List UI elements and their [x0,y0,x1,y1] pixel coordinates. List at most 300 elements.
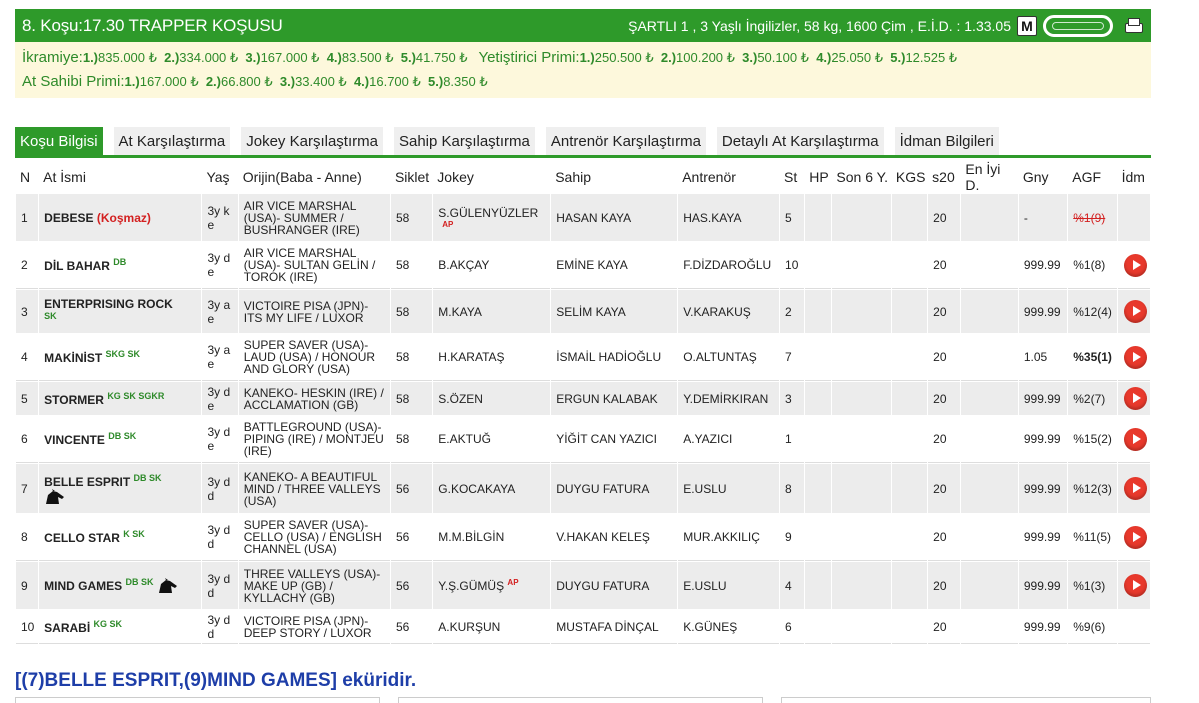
trainer-name[interactable]: F.DİZDAROĞLU [678,242,779,289]
horse-cell[interactable] [39,416,201,463]
jockey-cell[interactable] [433,242,550,289]
ekuri-horses: [(7)BELLE ESPRIT,(9)MIND GAMES] [15,670,337,691]
column-header: Gny [1019,161,1067,193]
s20-value: 20 [928,242,960,289]
start-position: 4 [780,562,804,609]
best-degree [961,382,1017,415]
horse-cell[interactable] [39,290,201,333]
kgs-value [892,290,927,333]
prize-box [15,42,1151,98]
horse-name[interactable]: ENTERPRISING ROCK [44,296,173,311]
agf-cell [1068,382,1116,415]
race-conditions: ŞARTLI 1 , 3 Yaşlı İngilizler, 58 kg, 1600 Çim , E.İ.D. : 1.33.05 [628,17,1011,34]
play-video-icon[interactable] [1124,428,1147,451]
tab-0[interactable]: Koşu Bilgisi [15,127,103,155]
prize-amount: 12.525 ₺ [905,50,958,65]
horse-age: 3y d e [202,242,237,289]
trainer-name[interactable]: E.USLU [678,464,779,513]
track-shape-icon[interactable] [1043,15,1113,37]
agf-cell [1068,610,1116,644]
horse-weight: 56 [391,562,432,609]
horse-silhouette-icon [44,489,66,505]
jockey-cell[interactable] [433,290,550,333]
horse-age: 3y d e [202,382,237,415]
runner-number: 8 [16,514,38,561]
table-row[interactable] [16,464,1150,513]
s20-value: 20 [928,610,960,644]
column-header: En İyi D. [961,161,1017,193]
ikramiye-list [83,50,475,65]
runner-number: 9 [16,562,38,609]
horse-name[interactable]: SARABİ [44,620,91,635]
trainer-name[interactable]: HAS.KAYA [678,194,779,241]
owner-name[interactable]: ERGUN KALABAK [551,382,677,415]
training-cell [1118,416,1150,463]
horse-cell[interactable] [39,464,201,513]
handicap-points [805,290,831,333]
column-header: Sahip [551,161,677,193]
horse-silhouette-icon [157,578,179,594]
jockey-name[interactable]: Y.Ş.GÜMÜŞ [438,579,505,593]
column-header: N [16,161,38,193]
trainer-name[interactable]: A.YAZICI [678,416,779,463]
jockey-name[interactable]: S.ÖZEN [438,391,483,406]
atsahibi-label: At Sahibi Primi: [22,73,125,90]
agf-value: %2(7) [1073,391,1106,406]
owner-name[interactable]: DUYGU FATURA [551,464,677,513]
agf-value: %1(9) [1073,210,1106,225]
kgs-value [892,610,927,644]
runner-number: 5 [16,382,38,415]
prize-amount: 8.350 ₺ [443,74,488,89]
start-position: 1 [780,416,804,463]
runner-number: 1 [16,194,38,241]
horse-name[interactable]: VINCENTE [44,433,105,447]
horse-origin: BATTLEGROUND (USA)- PIPING (IRE) / MONTJEU (IRE) [239,416,390,463]
best-degree [961,562,1017,609]
prize-place: 5.) [400,50,416,65]
equipment-badges: SK [44,310,57,321]
equipment-badges: KG SK SGKR [107,390,165,401]
best-degree [961,610,1017,644]
atsahibi-list [125,74,495,89]
kgs-value [892,514,927,561]
prize-amount: 250.500 ₺ [594,50,654,65]
trainer-name[interactable]: O.ALTUNTAŞ [678,334,779,381]
play-video-icon[interactable] [1124,477,1147,500]
gny-value: 999.99 [1019,416,1067,463]
prize-place: 1.) [82,50,99,65]
column-header: Son 6 Y. [832,161,890,193]
kgs-value [892,334,927,381]
last-six-races [832,290,890,333]
prize-amount: 334.000 ₺ [179,50,239,65]
column-header: s20 [928,161,960,193]
start-position: 7 [780,334,804,381]
jockey-cell[interactable] [433,382,550,415]
jockey-cell[interactable] [433,464,550,513]
equipment-badges: SKG SK [105,349,141,359]
gny-value: 999.99 [1019,290,1067,333]
start-position: 5 [780,194,804,241]
table-row[interactable] [16,334,1150,381]
horse-cell[interactable] [39,514,201,561]
horse-weight: 58 [391,194,432,241]
agf-value: %1(8) [1073,258,1106,272]
agf-cell [1068,290,1116,333]
trainer-name[interactable]: E.USLU [678,562,779,609]
horse-origin: AIR VICE MARSHAL (USA)- SULTAN GELİN / TOROK (IRE) [239,242,390,289]
printer-icon[interactable] [1123,17,1143,35]
ekuri-note [15,670,416,692]
last-six-races [832,464,890,513]
prize-place: 4.) [816,50,832,65]
agf-cell [1068,242,1116,289]
owner-name[interactable]: İSMAİL HADİOĞLU [551,334,677,381]
prize-amount: 100.200 ₺ [676,50,735,65]
prize-place: 3.) [245,50,261,65]
prize-amount: 835.000 ₺ [98,50,157,65]
horse-origin: VICTOIRE PISA (JPN)- DEEP STORY / LUXOR [239,610,390,644]
agf-cell [1068,194,1116,241]
play-video-icon[interactable] [1124,526,1147,549]
prize-place: 5.) [428,74,444,89]
training-cell [1118,242,1150,289]
prize-row-atsahibi [22,70,1144,94]
horse-origin: KANEKO- HESKIN (IRE) / ACCLAMATION (GB) [239,382,390,415]
agf-cell [1068,334,1116,381]
runner-number: 10 [16,610,38,644]
header-icons [1017,15,1143,37]
agf-value: %15(2) [1073,432,1112,446]
horse-name[interactable]: MIND GAMES [44,578,123,593]
last-six-races [832,610,890,644]
equipment-badges: DB [113,257,127,267]
horse-origin: SUPER SAVER (USA)- CELLO (USA) / ENGLISH CHANNEL (USA) [239,514,390,561]
jockey-cell[interactable] [433,416,550,463]
owner-name[interactable]: YİĞİT CAN YAZICI [551,416,677,463]
owner-name[interactable]: SELİM KAYA [551,290,677,333]
horse-cell[interactable] [39,242,201,289]
runner-number: 3 [16,290,38,333]
best-degree [961,194,1017,241]
handicap-points [805,416,831,463]
column-header: HP [805,161,831,193]
horse-origin: SUPER SAVER (USA)- LAUD (USA) / HONOUR AND GLORY (USA) [239,334,390,381]
handicap-points [805,242,831,289]
jockey-cell[interactable] [433,334,550,381]
kgs-value [892,562,927,609]
horse-age: 3y k e [202,194,237,241]
agf-value: %1(3) [1073,578,1106,593]
horse-weight: 56 [391,610,432,644]
bottom-panel [15,697,380,703]
horse-cell[interactable] [39,194,201,241]
table-row[interactable] [16,610,1150,644]
gny-value: 999.99 [1019,382,1067,415]
agf-value: %11(5) [1073,530,1112,544]
best-degree [961,514,1017,561]
training-cell [1118,334,1150,381]
jockey-name[interactable]: H.KARATAŞ [438,350,505,364]
table-row[interactable] [16,290,1150,333]
s20-value: 20 [928,514,960,561]
best-degree [961,334,1017,381]
best-degree [961,416,1017,463]
table-row[interactable] [16,382,1150,415]
table-row[interactable] [16,514,1150,561]
prize-place: 3.) [279,74,296,89]
start-position: 9 [780,514,804,561]
equipment-badges: DB SK [125,576,154,587]
horse-name[interactable]: MAKİNİST [44,351,103,365]
prize-place: 3.) [742,50,758,65]
runner-number: 4 [16,334,38,381]
tab-2[interactable]: Jokey Karşılaştırma [241,127,383,155]
prize-amount: 16.700 ₺ [369,74,421,89]
runner-number: 7 [16,464,38,513]
horse-origin: THREE VALLEYS (USA)- MAKE UP (GB) / KYLLACHY (GB) [239,562,390,609]
s20-value: 20 [928,562,960,609]
agf-cell [1068,514,1116,561]
horse-cell[interactable] [39,562,201,609]
owner-name[interactable]: DUYGU FATURA [551,562,677,609]
horse-weight: 56 [391,464,432,513]
prize-amount: 41.750 ₺ [415,50,468,65]
kgs-value [892,382,927,415]
yetistirici-label: Yetiştirici Primi: [478,49,580,66]
start-position: 2 [780,290,804,333]
jockey-name[interactable]: M.KAYA [438,304,482,319]
horse-weight: 58 [391,382,432,415]
column-header: KGS [892,161,927,193]
agf-cell [1068,562,1116,609]
apprentice-badge: AP [507,578,519,587]
prize-amount: 66.800 ₺ [221,74,273,89]
jockey-name[interactable]: A.KURŞUN [438,619,501,634]
runner-number: 2 [16,242,38,289]
prize-place: 4.) [326,50,342,65]
column-header: At İsmi [39,161,201,193]
kgs-value [892,416,927,463]
yetistirici-list [580,50,965,65]
play-video-icon[interactable] [1124,387,1147,410]
table-row[interactable] [16,194,1150,241]
jockey-name[interactable]: E.AKTUĞ [438,432,491,446]
trainer-name[interactable]: Y.DEMİRKIRAN [678,382,779,415]
horse-cell[interactable] [39,382,201,415]
column-header: Siklet [391,161,432,193]
tab-3[interactable]: Sahip Karşılaştırma [394,127,535,155]
gny-value: 999.99 [1019,464,1067,513]
last-six-races [832,514,890,561]
m-badge-icon[interactable]: M [1017,16,1037,36]
tab-1[interactable]: At Karşılaştırma [114,127,231,155]
horse-cell[interactable] [39,334,201,381]
horse-weight: 58 [391,416,432,463]
s20-value: 20 [928,464,960,513]
tab-4[interactable]: Antrenör Karşılaştırma [546,127,706,155]
horse-age: 3y a e [202,290,237,333]
horse-name[interactable]: CELLO STAR [44,531,120,545]
handicap-points [805,194,831,241]
prize-amount: 25.050 ₺ [831,50,884,65]
s20-value: 20 [928,382,960,415]
prize-amount: 167.000 ₺ [260,50,320,65]
prize-place: 2.) [205,74,221,89]
gny-value: 999.99 [1019,242,1067,289]
bottom-panel [781,697,1151,703]
gny-value: 999.99 [1019,514,1067,561]
jockey-cell[interactable] [433,610,550,644]
handicap-points [805,562,831,609]
equipment-badges: DB SK [133,472,162,483]
training-cell [1118,464,1150,513]
last-six-races [832,242,890,289]
jockey-cell[interactable] [433,514,550,561]
play-video-icon[interactable] [1124,346,1147,369]
play-video-icon[interactable] [1124,254,1147,277]
start-position: 6 [780,610,804,644]
handicap-points [805,382,831,415]
jockey-cell[interactable] [433,562,550,609]
prize-amount: 33.400 ₺ [295,74,347,89]
tab-5[interactable]: Detaylı At Karşılaştırma [717,127,884,155]
horse-age: 3y d d [202,562,237,609]
training-cell [1118,194,1150,241]
agf-value: %9(6) [1073,619,1106,634]
agf-value: %12(4) [1073,304,1112,319]
column-header: AGF [1068,161,1116,193]
column-header: Jokey [433,161,550,193]
runners-tbody [16,194,1150,644]
prize-place: 5.) [890,50,906,65]
start-position: 3 [780,382,804,415]
horse-weight: 58 [391,334,432,381]
runners-table [15,160,1151,645]
jockey-name[interactable]: M.M.BİLGİN [438,530,505,544]
training-cell [1118,514,1150,561]
s20-value: 20 [928,194,960,241]
equipment-badges: DB SK [108,431,137,441]
kgs-value [892,464,927,513]
column-header: Yaş [202,161,237,193]
jockey-name[interactable]: G.KOCAKAYA [438,481,516,496]
trainer-name[interactable]: MUR.AKKILIÇ [678,514,779,561]
training-cell [1118,382,1150,415]
table-row[interactable] [16,242,1150,289]
last-six-races [832,382,890,415]
prize-place: 2.) [660,50,677,65]
horse-age: 3y d d [202,464,237,513]
race-tabs [15,126,1151,158]
start-position: 8 [780,464,804,513]
gny-value: 999.99 [1019,562,1067,609]
jockey-name[interactable]: B.AKÇAY [438,258,490,272]
horse-name[interactable]: BELLE ESPRIT [44,474,131,489]
equipment-badges: K SK [123,529,145,539]
last-six-races [832,416,890,463]
start-position: 10 [780,242,804,289]
horse-name[interactable]: DEBESE [44,210,94,225]
runner-number: 6 [16,416,38,463]
horse-cell[interactable] [39,610,201,644]
table-header-row [16,161,1150,193]
horse-age: 3y d e [202,416,237,463]
owner-name[interactable]: HASAN KAYA [551,194,677,241]
last-six-races [832,562,890,609]
horse-weight: 58 [391,242,432,289]
jockey-name[interactable]: S.GÜLENYÜZLER [438,206,539,220]
horse-age: 3y d d [202,610,237,644]
play-video-icon[interactable] [1124,574,1147,597]
horse-weight: 56 [391,514,432,561]
column-header: Antrenör [678,161,779,193]
prize-amount: 50.100 ₺ [757,50,809,65]
play-video-icon[interactable] [1124,300,1147,323]
horse-origin: KANEKO- A BEAUTIFUL MIND / THREE VALLEYS (USA) [239,464,390,513]
horse-age: 3y d d [202,514,237,561]
prize-amount: 83.500 ₺ [341,50,394,65]
horse-age: 3y a e [202,334,237,381]
column-header: İdm [1118,161,1150,193]
kgs-value [892,242,927,289]
s20-value: 20 [928,290,960,333]
race-header [15,9,1151,42]
agf-cell [1068,464,1116,513]
agf-cell [1068,416,1116,463]
horse-origin: AIR VICE MARSHAL (USA)- SUMMER / BUSHRANGER (IRE) [239,194,390,241]
last-six-races [832,334,890,381]
training-cell [1118,610,1150,644]
trainer-name[interactable]: K.GÜNEŞ [678,610,779,644]
prize-amount: 167.000 ₺ [139,74,199,89]
prize-row-ikramiye [22,46,1144,70]
race-title: 8. Koşu:17.30 TRAPPER KOŞUSU [22,15,283,35]
gny-value: 999.99 [1019,610,1067,644]
handicap-points [805,514,831,561]
apprentice-badge: AP [442,220,454,229]
tab-6[interactable]: İdman Bilgileri [895,127,999,155]
s20-value: 20 [928,334,960,381]
prize-place: 4.) [353,74,370,89]
owner-name[interactable]: V.HAKAN KELEŞ [551,514,677,561]
agf-value: %12(3) [1073,481,1112,496]
table-row[interactable] [16,562,1150,609]
s20-value: 20 [928,416,960,463]
ikramiye-label: İkramiye: [22,49,83,66]
trainer-name[interactable]: V.KARAKUŞ [678,290,779,333]
prize-place: 2.) [164,50,180,65]
gny-value: 1.05 [1019,334,1067,381]
bottom-panels [15,697,1151,703]
bottom-panel [398,697,763,703]
agf-value: %35(1) [1073,350,1112,364]
scratched-label: (Koşmaz) [96,210,151,225]
horse-name[interactable]: DİL BAHAR [44,259,110,273]
owner-name[interactable]: EMİNE KAYA [551,242,677,289]
handicap-points [805,610,831,644]
handicap-points [805,464,831,513]
table-row[interactable] [16,416,1150,463]
best-degree [961,464,1017,513]
ekuri-suffix: eküridir. [336,670,417,691]
horse-origin: VICTOIRE PISA (JPN)- ITS MY LIFE / LUXOR [239,290,390,333]
best-degree [961,290,1017,333]
jockey-cell[interactable] [433,194,550,241]
owner-name[interactable]: MUSTAFA DİNÇAL [551,610,677,644]
horse-name[interactable]: STORMER [44,392,104,407]
